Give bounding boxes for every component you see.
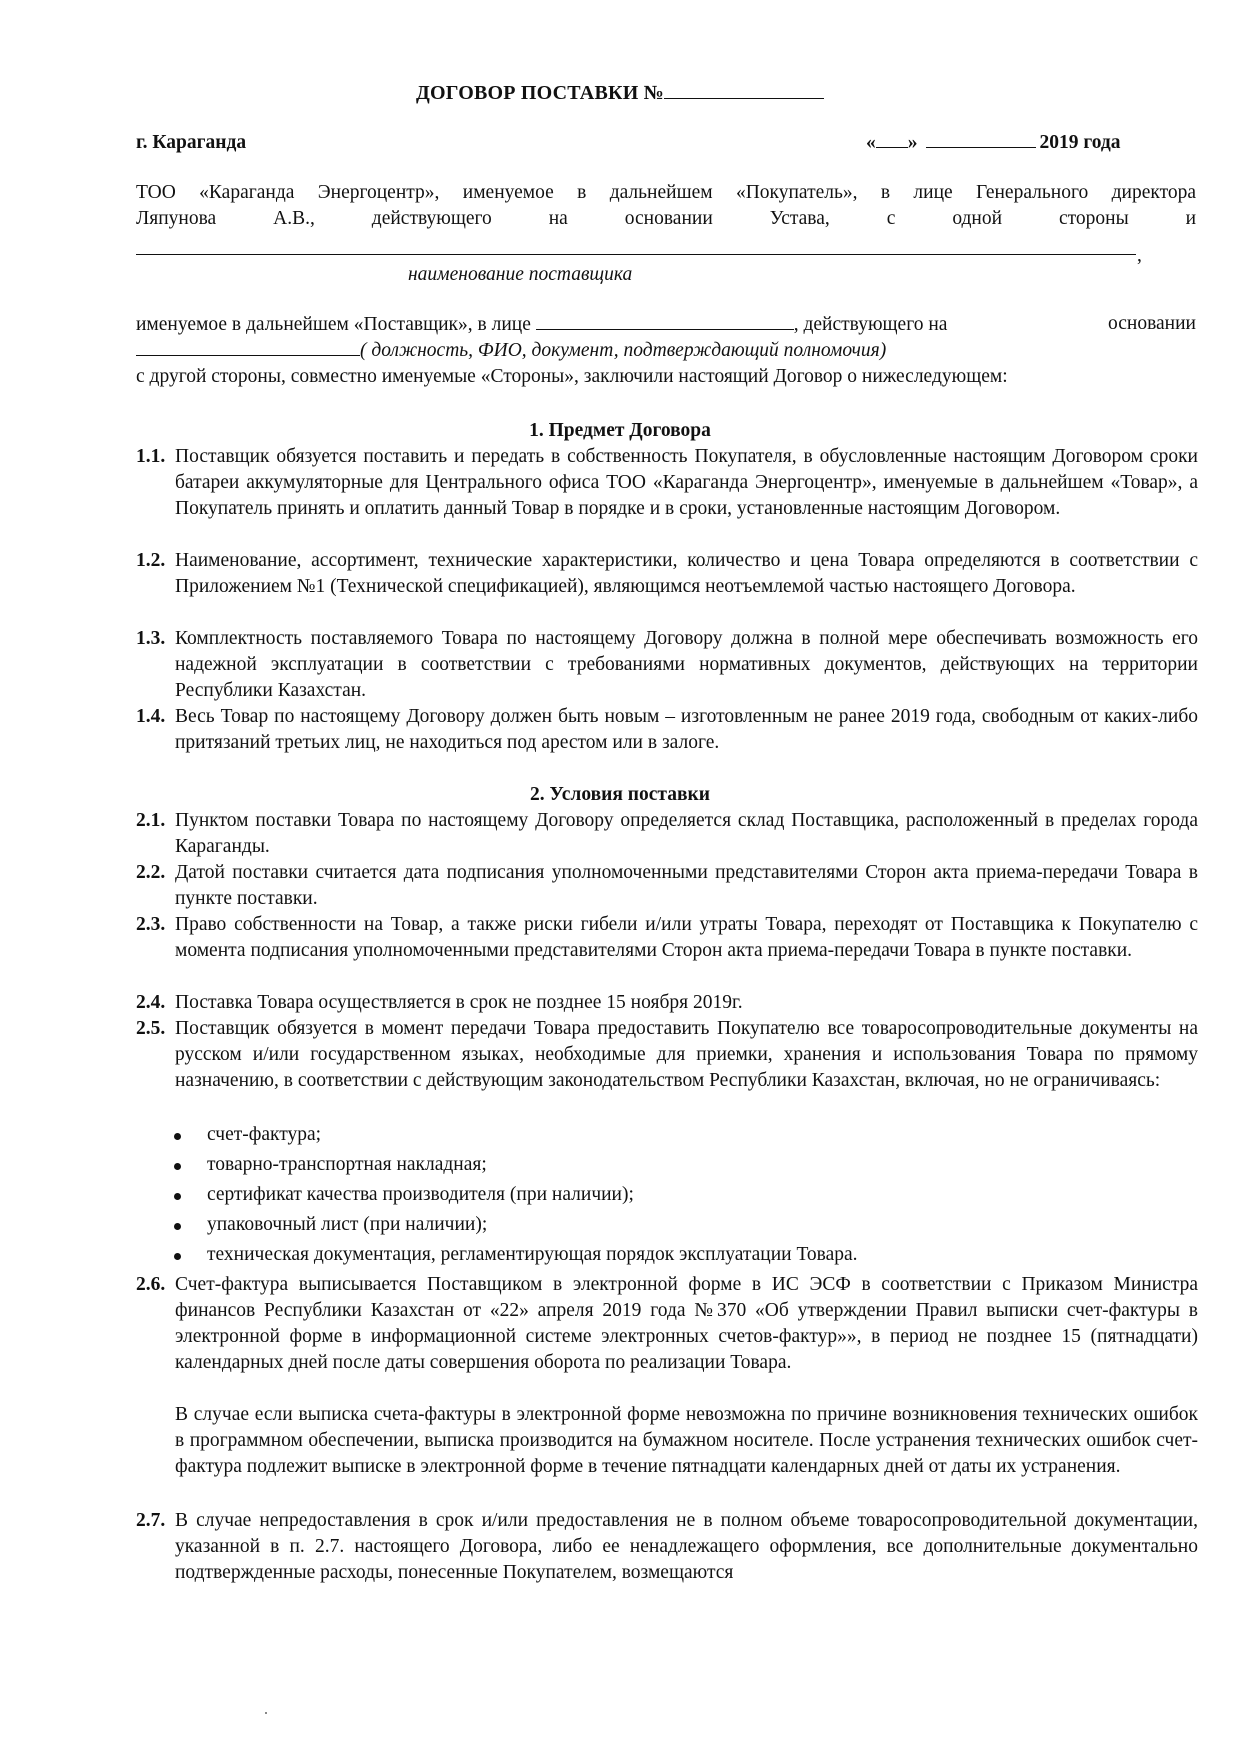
list-item: товарно-транспортная накладная; bbox=[172, 1152, 858, 1182]
clause-1-2: 1.2. Наименование, ассортимент, технические характеристики, количество и цена Товара определяются в соответствии с Приложением №1 (Технической спецификацией), являющимся неотъемлемой частью настоящего Договора. bbox=[136, 550, 1198, 597]
section-1-heading: 1. Предмет Договора bbox=[529, 420, 711, 441]
list-item: упаковочный лист (при наличии); bbox=[172, 1212, 858, 1242]
day-blank bbox=[876, 131, 908, 148]
intro-line-2: Ляпунова А.В., действующего на основании Устава, с одной стороны и bbox=[136, 208, 1197, 229]
clause-1-1: 1.1. Поставщик обязуется поставить и передать в собственность Покупателя, в обусловленные настоящим Договором сроки батареи аккумуляторные для Центрального офиса ТОО «Караганда Энергоцентр», именуемые в дальнейшем «Товар», а Покупатель принять и оплатить данный Товар в порядке и в сроки, установленные настоящим Договором. bbox=[136, 446, 1198, 519]
document-title bbox=[0, 80, 1240, 106]
bullet-icon bbox=[174, 1193, 181, 1200]
date-quote-close: » bbox=[907, 132, 918, 153]
clause-2-3: 2.3. Право собственности на Товар, а также риски гибели и/или утраты Товара, переходят от Поставщика к Покупателю с момента подписания уполномоченными представителями Сторон акта приема-передачи Товара в пункте поставки. bbox=[136, 914, 1198, 961]
date-year: 2019 года bbox=[1039, 132, 1121, 153]
supplier-caption: наименование поставщика bbox=[408, 264, 633, 285]
list-item: техническая документация, регламентирующая порядок эксплуатации Товара. bbox=[172, 1242, 858, 1272]
bullet-icon bbox=[174, 1223, 181, 1230]
clause-2-6-note: В случае если выписка счета-фактуры в электронной форме невозможна по причине возникновения технических ошибок в программном обеспечении, выписка производится на бумажном носителе. После устранения технических ошибок счет-фактура подлежит выписке в электронной форме в течение пятнадцати календарных дней от даты их устранения. bbox=[175, 1404, 1198, 1477]
list-item: счет-фактура; bbox=[172, 1122, 858, 1152]
clause-2-4: 2.4. Поставка Товара осуществляется в срок не позднее 15 ноября 2019г. bbox=[136, 992, 743, 1013]
clause-2-6: 2.6. Счет-фактура выписывается Поставщиком в электронной форме в ИС ЭСФ в соответствии с Приказом Министра финансов Республики Казахстан от «22» апреля 2019 года №370 «Об утверждении Правил выписки счет-фактуры в электронной форме в информационной системе электронных счетов-фактур»», в период не позднее 15 (пятнадцати) календарных дней после даты совершения оборота по реализации Товара. bbox=[136, 1274, 1198, 1373]
section-2-heading: 2. Условия поставки bbox=[530, 784, 710, 805]
clause-1-3: 1.3. Комплектность поставляемого Товара по настоящему Договору должна в полной мере обеспечивать возможность его надежной эксплуатации в соответствии с требованиями нормативных документов, действующих на территории Республики Казахстан. bbox=[136, 628, 1198, 701]
position-blank bbox=[136, 337, 360, 356]
title-text: ДОГОВОР ПОСТАВКИ № bbox=[416, 82, 664, 104]
bullet-icon bbox=[174, 1163, 181, 1170]
document-list bbox=[172, 1122, 858, 1272]
supplier-name-blank bbox=[136, 254, 1136, 255]
bullet-icon bbox=[174, 1133, 181, 1140]
scan-speck bbox=[265, 1712, 267, 1714]
intro-line-4: ( должность, ФИО, документ, подтверждающий полномочия) bbox=[136, 337, 886, 364]
date-quote-open: « bbox=[866, 132, 876, 153]
contract-number-blank bbox=[664, 80, 824, 99]
contract-date bbox=[866, 130, 1121, 156]
intro-line-3: именуемое в дальнейшем «Поставщик», в лице , действующего на основании bbox=[136, 313, 1196, 335]
clause-2-1: 2.1. Пунктом поставки Товара по настоящему Договору определяется склад Поставщика, расположенный в пределах города Караганды. bbox=[136, 810, 1198, 857]
month-blank bbox=[926, 131, 1036, 148]
comma-mark: , bbox=[1137, 245, 1142, 266]
clause-2-7: 2.7. В случае непредоставления в срок и/или предоставления не в полном объеме товаросопроводительной документации, указанной в п. 2.7. настоящего Договора, либо ее ненадлежащего оформления, все дополнительные документально подтвержденные расходы, понесенные Покупателем, возмещаются bbox=[136, 1510, 1198, 1583]
clause-2-5: 2.5. Поставщик обязуется в момент передачи Товара предоставить Покупателю все товаросопроводительные документы на русском и/или государственном языках, необходимые для приемки, хранения и использования Товара по прямому назначению, в соответствии с действующим законодательством Республики Казахстан, включая, но не ограничиваясь: bbox=[136, 1018, 1198, 1091]
representative-blank bbox=[536, 311, 794, 330]
intro-line-1: ТОО «Караганда Энергоцентр», именуемое в дальнейшем «Покупатель», в лице Генерального директора bbox=[136, 182, 1196, 203]
clause-1-4: 1.4. Весь Товар по настоящему Договору должен быть новым – изготовленным не ранее 2019 года, свободным от каких-либо притязаний третьих лиц, не находиться под арестом или в залоге. bbox=[136, 706, 1198, 753]
intro-line-5: с другой стороны, совместно именуемые «Стороны», заключили настоящий Договор о нижеследующем: bbox=[136, 366, 1008, 387]
bullet-icon bbox=[174, 1253, 181, 1260]
list-item: сертификат качества производителя (при наличии); bbox=[172, 1182, 858, 1212]
clause-2-2: 2.2. Датой поставки считается дата подписания уполномоченными представителями Сторон акта приема-передачи Товара в пункте поставки. bbox=[136, 862, 1198, 909]
city: г. Караганда bbox=[136, 132, 247, 153]
